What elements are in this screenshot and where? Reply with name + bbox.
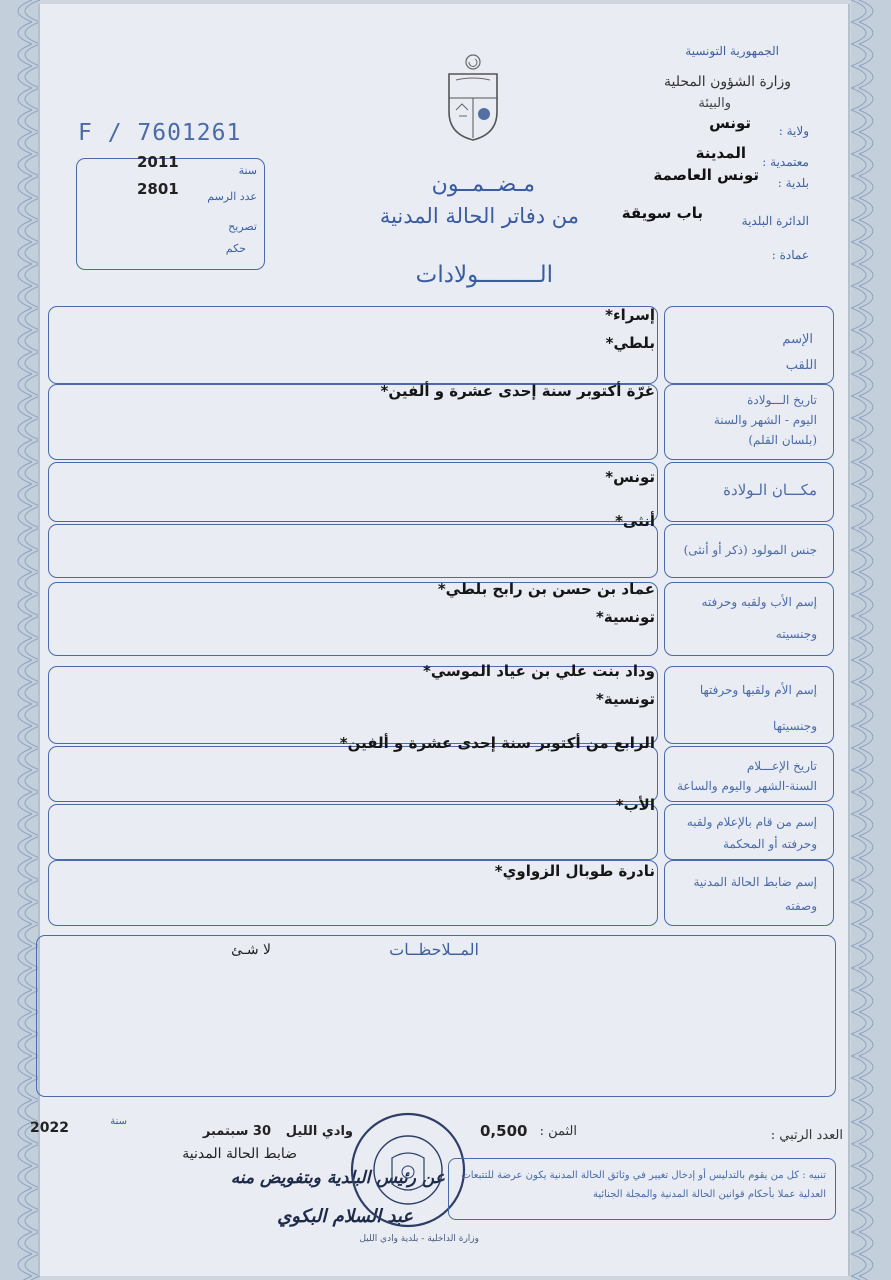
title-line3: الـــــــــولادات [415, 262, 553, 288]
mutamadiya-label: معتمدية : [762, 155, 809, 169]
wilaya-value: تونس [709, 114, 751, 132]
row-label: الإسم [782, 332, 813, 347]
row-label: إسم الأب ولقبه وحرفته [701, 595, 817, 609]
row-label: إسم الأم ولقبها وحرفتها [699, 683, 817, 697]
registry-declaration-label: تصريح [228, 220, 257, 233]
registry-number-value: 2801 [137, 180, 179, 198]
price-label: الثمن : [539, 1124, 577, 1139]
price-value: 0,500 [480, 1122, 528, 1140]
daira-value: باب سويقة [621, 204, 703, 222]
title-line2: من دفاتر الحالة المدنية [379, 204, 579, 228]
place-value: وادي الليل [285, 1124, 353, 1139]
remarks-box [36, 935, 836, 1097]
row-value: تونسية* [596, 690, 655, 708]
row-value: غرّة أكتوبر سنة إحدى عشرة و ألفين* [380, 382, 655, 400]
registry-year-value: 2011 [137, 153, 179, 171]
row-value: الأب* [615, 796, 655, 814]
notice-text: تنبيه : كل من يقوم بالتدليس أو إدخال تغيير في وثائق الحالة المدنية يكون عرضة للتتبعات العدلية عملا بأحكام قوانين الحالة المدنية والمجلة الجنائية [461, 1170, 826, 1200]
mutamadiya-value: المدينة [695, 144, 746, 162]
row-value: الرابع من أكتوبر سنة إحدى عشرة و ألفين* [339, 734, 655, 752]
row-label: تاريخ الـــولادة [747, 393, 817, 407]
security-border-right [851, 0, 891, 1280]
date-value: 30 سبتمبر [202, 1124, 271, 1139]
officer-title: ضابط الحالة المدنية [182, 1146, 297, 1162]
officer-name: عبد السلام البكوي [277, 1206, 413, 1227]
row-value-box [48, 306, 658, 384]
row-label: وصفته [784, 899, 817, 913]
row-label: إسم من قام بالإعلام ولقبه [686, 815, 817, 829]
registry-number-label: عدد الرسم [207, 190, 257, 203]
row-value-box [48, 746, 658, 802]
remarks-value: لا شـئ [231, 942, 271, 958]
row-label: وجنسيته [775, 627, 817, 641]
remarks-label: المــلاحظــات [389, 940, 479, 959]
officer-delegation: عن رئيس البلدية وبتفويض منه [230, 1168, 445, 1188]
row-label: تاريخ الإعـــلام [746, 759, 817, 773]
wilaya-label: ولاية : [778, 124, 809, 138]
row-label: (بلسان القلم) [748, 433, 817, 447]
republic-label: الجمهورية التونسية [685, 44, 779, 58]
row-value: عماد بن حسن بن رابح بلطي* [437, 580, 655, 598]
registry-judgment-label: حكم [225, 242, 246, 255]
ministry-label: وزارة الشؤون المحلية [664, 74, 791, 90]
footer-year-label: سنة [110, 1116, 127, 1127]
registry-year-label: سنة [238, 164, 257, 177]
daira-label: الدائرة البلدية [741, 214, 809, 228]
order-number-label: العدد الرتبي : [770, 1128, 843, 1143]
row-value: وداد بنت علي بن عياد الموسي* [423, 662, 655, 680]
title-line1: مـضــمــون [431, 172, 535, 197]
baladiya-label: بلدية : [777, 176, 809, 190]
row-value: أنثى* [615, 512, 655, 530]
row-value-box [48, 524, 658, 578]
row-label-box [664, 860, 834, 926]
row-value: نادرة طوبال الزواوي* [494, 862, 655, 880]
row-label: مكـــان الـولادة [723, 481, 817, 499]
ministry-sub-label: والبيئة [698, 96, 731, 111]
row-value: بلطي* [605, 334, 655, 352]
omada-label: عمادة : [771, 248, 809, 262]
row-value-box [48, 462, 658, 522]
row-value: تونسية* [596, 608, 655, 626]
row-label: اللقب [785, 358, 817, 373]
row-label: السنة-الشهر واليوم والساعة [676, 779, 817, 793]
row-label: وجنسيتها [773, 719, 817, 733]
baladiya-value: تونس العاصمة [653, 166, 759, 184]
row-value-box [48, 804, 658, 860]
row-label: إسم ضابط الحالة المدنية [693, 875, 817, 889]
footer-year-value: 2022 [30, 1120, 69, 1136]
row-label: اليوم - الشهر والسنة [713, 413, 817, 427]
row-label: وحرفته أو المحكمة [722, 837, 817, 851]
row-label: جنس المولود (ذكر أو أنثى) [683, 543, 817, 557]
security-border-left [0, 0, 40, 1280]
stamp-text: وزارة الداخلية - بلدية وادي الليل [359, 1234, 479, 1244]
tunisia-coat-of-arms-icon [444, 50, 502, 142]
serial-number: F / 7601261 [78, 120, 242, 146]
row-value: إسراء* [605, 306, 655, 324]
row-value: تونس* [605, 468, 655, 486]
